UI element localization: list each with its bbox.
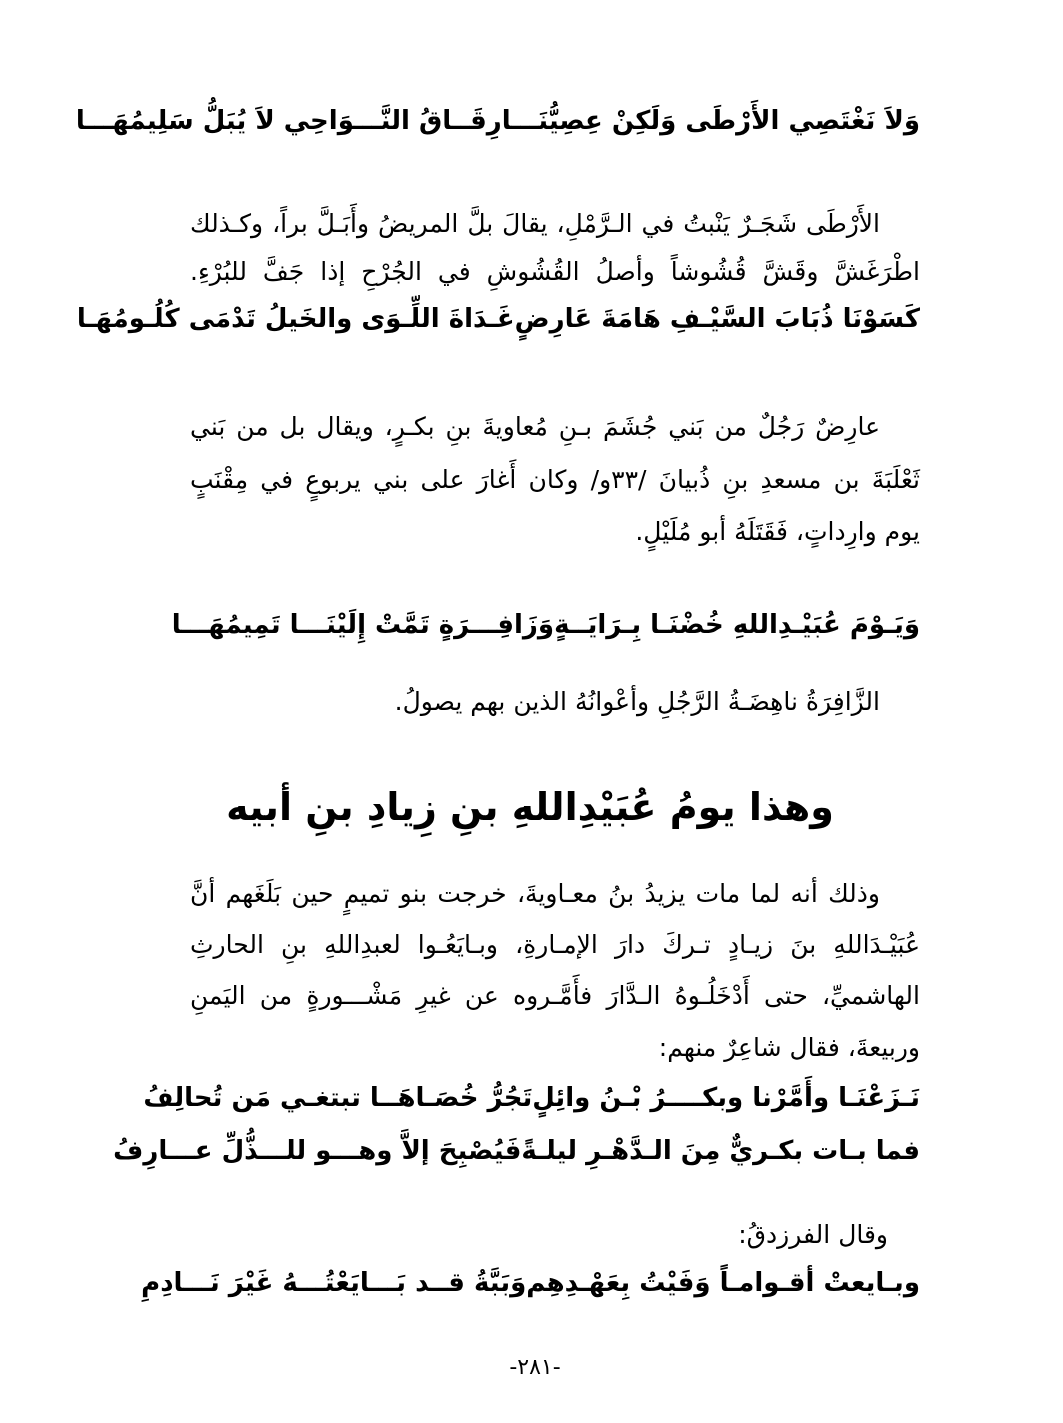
verse-3-first-hemistich: وَيَـوْمَ عُبَيْـدِاللهِ خُضْنَـا بِـرَايَــةٍ [554, 610, 920, 640]
paragraph-4-line-4: وربيعةَ، فقال شاعِرٌ منهم: [658, 1033, 920, 1062]
verse-2-second-hemistich: غَـدَاةَ اللِّـوَى والخَيلُ تَدْمَى كُلُـومُهَـا [76, 304, 515, 334]
verse-line-3 [171, 605, 920, 645]
verse-6-first-hemistich: وبـايعتْ أقـوامـاً وَفَيْتُ بِعَهْـدِهِم [526, 1268, 920, 1298]
verse-line-6 [141, 1263, 920, 1303]
paragraph-5: وقال الفرزدقُ: [738, 1220, 888, 1249]
verse-6-second-hemistich: وَبَبَّةُ قــد بَـــايَعْتُـــهُ غَيْرَ نَـــادِمِ [141, 1268, 527, 1298]
paragraph-1-line-1: الأَرْطَى شَجَـرٌ يَنْبتُ في الـرَّمْلِ، يقالَ بلَّ المريضُ وأَبَـلَّ براً، وكـذلك [190, 209, 880, 238]
verse-line-4 [143, 1078, 920, 1118]
paragraph-4-line-1: وذلك أنه لما مات يزيدُ بنُ معـاويةَ، خرجت بنو تميمٍ حين بَلَغَهم أنَّ [190, 879, 880, 908]
verse-3-second-hemistich: وَزَافِـــرَةٍ تَمَّتْ إِلَيْنَـــا تَمِيمُهَـــا [171, 610, 555, 640]
paragraph-1-line-2: اطْرَغَشَّ وقَشَّ قُشُوشاً وأصلُ القُشُوشِ في الجُرْحِ إذا جَفَّ للبُرْءِ. [190, 257, 920, 286]
verse-5-first-hemistich: فما بـات بكـريٌّ مِنَ الـدَّهْـرِ ليلـةً [521, 1136, 920, 1166]
paragraph-3: الزَّافِرَةُ ناهِضَـةُ الرَّجُلِ وأعْوانُهُ الذين بهم يصولُ. [394, 687, 880, 716]
paragraph-2-line-2: ثَعْلَبَةَ بن مسعدِ بنِ ذُبيانَ /٣٣و/ وكان أَغارَ على بني يربوعٍ في مِقْنَبٍ [190, 465, 920, 494]
verse-1-first-hemistich: وَلاَ نَغْتَصِي الأَرْطَى وَلَكِنْ عِصِيُّنَـــا [501, 106, 920, 136]
verse-line-2 [76, 299, 920, 339]
verse-line-1 [75, 101, 920, 141]
section-heading: وهذا يومُ عُبَيْدِاللهِ بنِ زِيادِ بنِ أبيه [226, 785, 834, 829]
paragraph-4-line-3: الهاشميِّ، حتى أَدْخَلُـوهُ الـدَّارَ فأَمَّـروه عن غيرِ مَشْـــورةٍ من اليَمنِ [190, 981, 920, 1010]
paragraph-2-line-1: عارِضٌ رَجُلٌ من بَني جُشَمَ بـنِ مُعاويةَ بنِ بكـرٍ، ويقال بل من بَني [190, 412, 880, 441]
verse-line-5 [113, 1131, 920, 1171]
page-number: -٢٨١- [509, 1355, 561, 1380]
verse-2-first-hemistich: كَسَوْنَا ذُبَابَ السَّيْـفِ هَامَةَ عَارِضٍ [514, 304, 920, 334]
verse-1-second-hemistich: رِقَــاقُ النَّـــوَاحِي لاَ يُبَلُّ سَلِيمُهَـــا [75, 106, 502, 136]
verse-4-second-hemistich: تَجُرُّ خُصَـاهَــا تبتغـي مَن تُحالِفُ [143, 1083, 533, 1113]
verse-5-second-hemistich: فَيُصْبِحَ إلاَّ وهـــو للـــذُّلِّ عـــارِفُ [113, 1136, 522, 1166]
paragraph-4-line-2: عُبَيْـدَاللهِ بنَ زيـادٍ تـركَ دارَ الإمـارةِ، وبـايَعُـوا لعبدِاللهِ بنِ الحارثِ [190, 930, 920, 959]
verse-4-first-hemistich: نَـزَعْنَـا وأَمَّرْنا وبكــــرُ بْـنُ وائِلٍ [532, 1083, 920, 1113]
paragraph-2-line-3: يوم وارِداتٍ، فَقَتَلَهُ أبو مُلَيْلٍ. [635, 517, 920, 546]
